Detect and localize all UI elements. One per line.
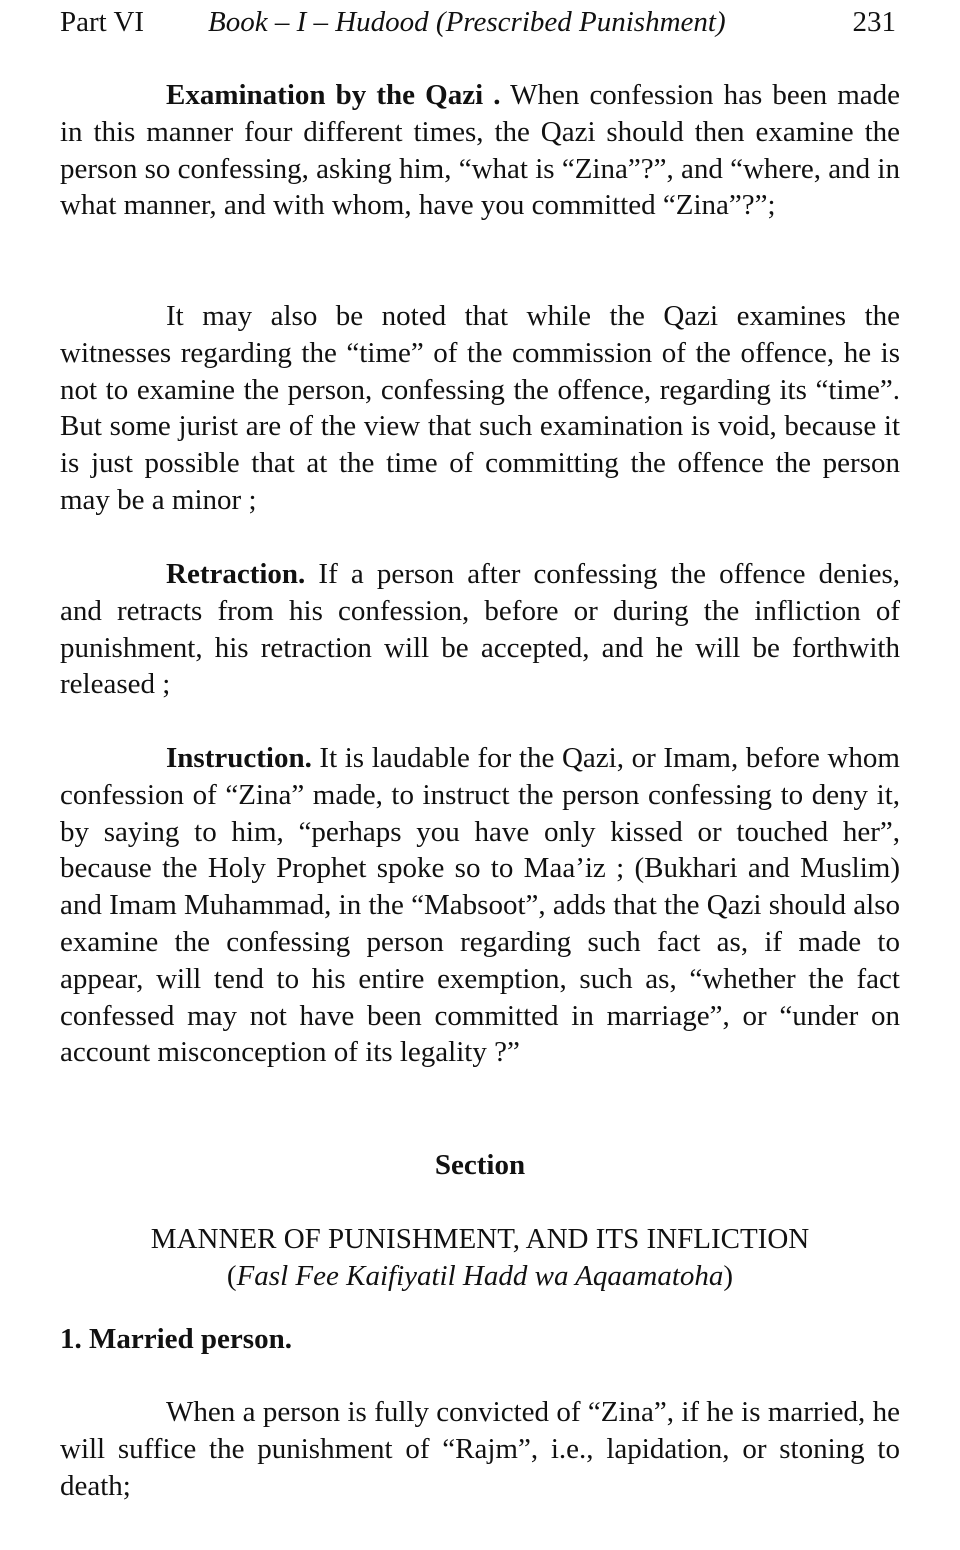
subtitle-transliteration: Fasl Fee Kaifiyatil Hadd wa Aqaamatoha <box>236 1260 724 1292</box>
subsection-heading: 1. Married person. <box>60 1323 292 1355</box>
paragraph-married-person <box>60 1394 900 1504</box>
section-subtitle <box>60 1258 900 1294</box>
subtitle-open-paren: ( <box>226 1260 237 1292</box>
paragraph-examination <box>60 77 900 224</box>
paragraph-instruction <box>60 740 900 1071</box>
paragraph-text: When confession has been made in this manner four different times, the Qazi should then examine the person so confessing, asking him, “what is “Zina”?”, and “where, and in what manner, and with whom, have you committed “Zina”?”; <box>60 79 900 222</box>
section-title: MANNER OF PUNISHMENT, AND ITS INFLICTION <box>150 1223 810 1255</box>
running-header <box>60 2 900 42</box>
paragraph-lead: Examination by the Qazi . <box>166 79 501 111</box>
paragraph-time-note <box>60 298 900 519</box>
paragraph-retraction <box>60 556 900 703</box>
paragraph-text: It is laudable for the Qazi, or Imam, before whom confession of “Zina” made, to instruct the person confessing to deny it, by saying to him, “perhaps you have only kissed or touched her”, because the Holy Prophet spoke so to Maa’iz ; (Bukhari and Muslim) and Imam Muhammad, in the “Mabsoot”, adds that the Qazi should also examine the confessing person regarding such fact as, if made to appear, will tend to his entire exemption, such as, “whether the fact confessed may not have been committed in marriage”, or “under on account misconception of its legality ?” <box>60 742 901 1069</box>
part-label: Part VI <box>60 6 145 38</box>
page-number: 231 <box>852 6 896 38</box>
paragraph-lead: Retraction. <box>166 558 306 590</box>
paragraph-text: When a person is fully convicted of “Zina”, if he is married, he will suffice the punishment of “Rajm”, i.e., lapidation, or stoning to death; <box>60 1396 900 1502</box>
paragraph-text: If a person after confessing the offence denies, and retracts from his confession, before or during the infliction of punishment, his retraction will be accepted, and he will be forthwith released ; <box>60 558 900 701</box>
paragraph-text: It may also be noted that while the Qazi examines the witnesses regarding the “time” of the commission of the offence, he is not to examine the person, confessing the offence, regarding its “time”. But some jurist are of the view that such examination is void, because it is just possible that at the time of committing the offence the person may be a minor ; <box>60 300 900 516</box>
book-title: Book – I – Hudood (Prescribed Punishment) <box>208 6 726 38</box>
paragraph-lead: Instruction. <box>166 742 312 774</box>
subtitle-close-paren: ) <box>723 1260 734 1292</box>
section-label: Section <box>434 1149 526 1181</box>
